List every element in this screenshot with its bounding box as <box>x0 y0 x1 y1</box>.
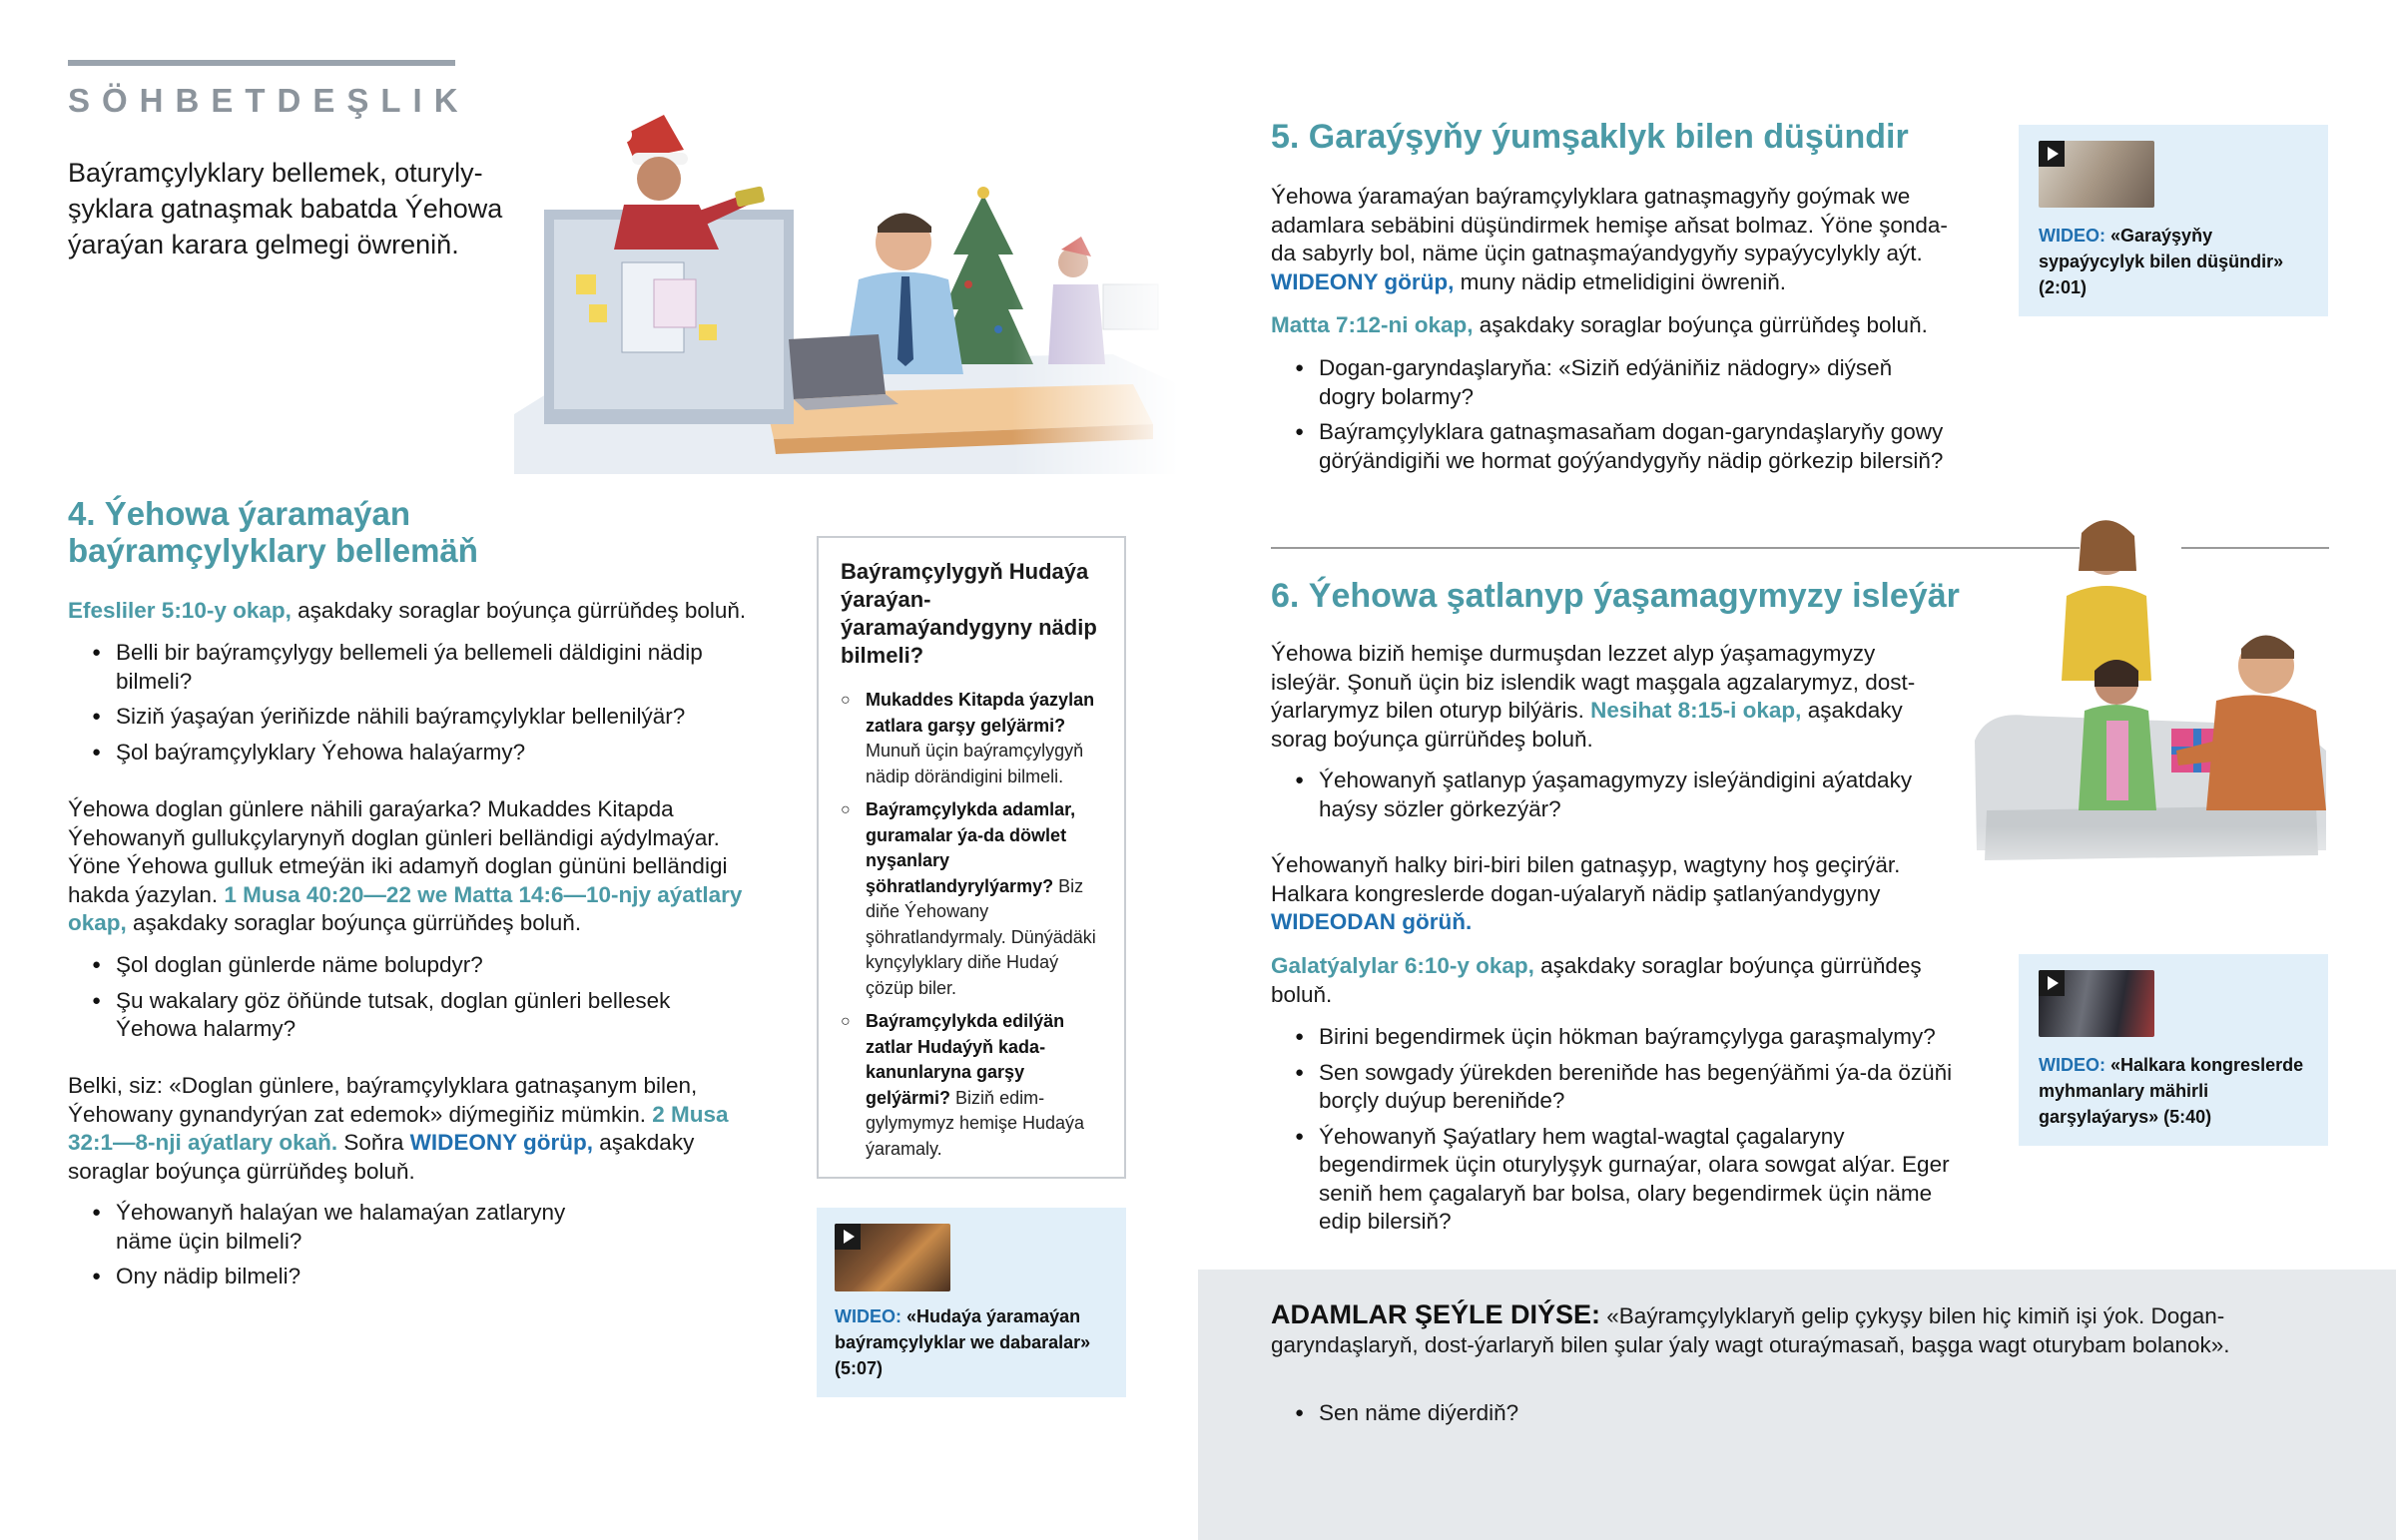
list-item: ○ Baýramçylykda edilýän zatlar Hudaýyň kada-kanunlaryna garşy gelýärmi? Biziň edim-gylymymyz hemişe Hudaýa ýaramaly. <box>841 1009 1104 1162</box>
video-link[interactable]: WIDEONY görüp, <box>409 1130 594 1155</box>
section5-paragraph2: Matta 7:12-ni okap, aşakdaky soraglar boýunça gürrüňdeş boluň. <box>1271 312 1928 337</box>
section6-paragraph2: Ýehowanyň halky biri-biri bilen gatnaşyp, wagtyny hoş geçirýär. Halkara kongreslerde dogan-uýalaryň nädip şatlanýandygyny WIDEODAN görüň. <box>1271 852 1901 934</box>
list-item: ● Ýehowanyň şatlanyp ýaşamagymyzy isleýändigini aýatdaky haýsy sözler görkezýär? <box>1271 767 1930 823</box>
video-thumbnail[interactable] <box>2039 970 2154 1037</box>
top-rule <box>68 60 455 66</box>
list-item: ● Birini begendirmek üçin hökman baýramçylyga garaşmalymy? <box>1271 1023 1960 1052</box>
section5-questions <box>1271 354 1950 482</box>
people-say-questions <box>1271 1399 1870 1435</box>
section4-paragraph3: Belki, siz: «Doglan günlere, baýramçylyklara gatnaşanym bilen, Ýehowany gynandyrýan zat edemok» diýmegiňiz mümkin. 2 Musa 32:1—8-nji aýatlary okaň. Soňra WIDEONY görüp, aşakdaky soraglar boýunça gürrüňdeş boluň. <box>68 1073 729 1184</box>
play-icon[interactable] <box>2039 141 2065 167</box>
list-item: ● Sen sowgady ýürekden bereniňde has begenýäňmi ýa-da özüňi borçly duýup bereniňde? <box>1271 1059 1960 1116</box>
section4-paragraph1: Efesliler 5:10-y okap, aşakdaky soraglar boýunça gürrüňdeş boluň. <box>68 598 747 623</box>
list-item: ● Siziň ýaşaýan ýeriňizde nähili baýramçylyklar bellenilýär? <box>68 703 757 732</box>
section5-title: 5. Garaýşyňy ýumşaklyk bilen düşündir <box>1271 118 1909 156</box>
intro-text: Baýramçylyklary bellemek, oturylyşyklara gatnaşmak babatda Ýehowa ýaraýan karara gelmegi öwreniň. <box>68 158 503 259</box>
play-icon[interactable] <box>2039 970 2065 996</box>
section4-title: 4. Ýehowa ýaramaýan baýramçylyklary bellemäň <box>68 495 478 569</box>
list-item: ● Ýehowanyň halaýan we halamaýan zatlaryny näme üçin bilmeli? <box>68 1199 627 1256</box>
scripture-link-2-musa[interactable]: 2 Musa 32:1—8-nji aýatlary okaň. <box>68 1101 729 1155</box>
scripture-link-nesihat[interactable]: Nesihat 8:15-i okap, <box>1590 698 1802 723</box>
list-item: ○ Baýramçylykda adamlar, guramalar ýa-da döwlet nyşanlary şöhratlandyrylýarmy? Biz diňe Ýehowany şöhratlandyrmaly. Dünýädäki kynçylyklary diňe Hudaý çözüp biler. <box>841 797 1104 1001</box>
list-item: ● Şu wakalary göz öňünde tutsak, doglan günleri bellesek Ýehowa halarmy? <box>68 987 727 1044</box>
section6-paragraph1: Ýehowa biziň hemişe durmuşdan lezzet alyp ýaşamagymyzy isleýär. Şonuň üçin biz islendik wagt maşgala agzalarymyz, dost-ýarlarymyz bilen oturyp bilýäris. Nesihat 8:15-i okap, aşakdaky sorag boýunça gürrüňdeş boluň. <box>1271 641 1916 752</box>
sidebar-title: Baýramçylygyň Hudaýa ýaraýan-ýaramaýandygyny nädip bilmeli? <box>841 559 1097 668</box>
list-item: ○ Mukaddes Kitapda ýazylan zatlara garşy gelýärmi? Munuň üçin baýramçylygyň nädip dörändigini bilmeli. <box>841 688 1104 789</box>
sidebar-box <box>817 536 1126 1179</box>
people-say-label: ADAMLAR ŞEÝLE DIÝSE: <box>1271 1299 1601 1329</box>
section6-title: 6. Ýehowa şatlanyp ýaşamagymyzy isleýär <box>1271 577 1960 615</box>
play-icon[interactable] <box>835 1224 861 1250</box>
video-card-holidays[interactable] <box>817 1208 1126 1397</box>
section4-questions2 <box>68 951 727 1051</box>
family-illustration <box>1967 511 2336 905</box>
video-caption: WIDEO: «Hudaýa ýaramaýan baýramçylyklar we dabaralar» (5:07) <box>835 1306 1091 1378</box>
section-divider <box>1271 547 2080 549</box>
section5-paragraph1: Ýehowa ýaramaýan baýramçylyklara gatnaşmagyňy goýmak we adamlara sebäbini düşündirmek hemişe aňsat bolmaz. Ýöne şonda-da sabyrly bol, näme üçin gatnaşmaýandygyňy sypaýycylykly aýt. WIDEONY görüp, muny nädip etmelidigini öwreniň. <box>1271 184 1948 294</box>
video-link[interactable]: WIDEODAN görüň. <box>1271 909 1473 934</box>
video-card-convention[interactable] <box>2019 954 2328 1146</box>
video-thumbnail[interactable] <box>2039 141 2154 208</box>
list-item: ● Şol doglan günlerde näme bolupdyr? <box>68 951 727 980</box>
section4-paragraph2: Ýehowa doglan günlere nähili garaýarka? Mukaddes Kitapda Ýehowanyň gullukçylarynyň doglan günleri belländigi aýdylmaýar. Ýöne Ýehowa gulluk etmeýän iki adamyň doglan gününi belländigi hakda ýazylan. 1 Musa 40:20—22 we Matta 14:6—10-njy aýatlary okap, aşakdaky soraglar boýunça gürrüňdeş boluň. <box>68 796 743 935</box>
section4-questions3 <box>68 1199 627 1298</box>
list-item: ● Ýehowanyň Şaýatlary hem wagtal-wagtal çagalaryny begendirmek üçin oturylyşyk gurnaýar, olara sowgat alýar. Eger seniň hem çagalaryň bar bolsa, olary begendirmek üçin näme edip bilersiň? <box>1271 1123 1960 1237</box>
video-link[interactable]: WIDEONY görüp, <box>1271 268 1455 294</box>
section6-paragraph3: Galatýalylar 6:10-y okap, aşakdaky soraglar boýunça gürrüňdeş boluň. <box>1271 953 1922 1007</box>
office-illustration <box>514 95 1178 474</box>
list-item: ● Baýramçylyklara gatnaşmasaňam dogan-garyndaşlaryňy gowy görýändigiňi we hormat goýýandygyňy nädip görkezip bilersiň? <box>1271 418 1950 475</box>
scripture-link-musa-matta[interactable]: 1 Musa 40:20—22 we Matta 14:6—10-njy aýatlary okap, <box>68 881 743 935</box>
list-item: ● Şol baýramçylyklary Ýehowa halaýarmy? <box>68 739 757 768</box>
scripture-link-galatyalylar[interactable]: Galatýalylar 6:10-y okap, <box>1271 953 1534 978</box>
list-item: ● Sen näme diýerdiň? <box>1271 1399 1870 1428</box>
section6-questions1 <box>1271 767 1930 830</box>
section-label: SÖHBETDEŞLIK <box>68 82 470 119</box>
list-item: ● Belli bir baýramçylygy bellemeli ýa bellemeli däldigini nädip bilmeli? <box>68 639 757 696</box>
video-card-explain[interactable] <box>2019 125 2328 316</box>
people-say-text: ADAMLAR ŞEÝLE DIÝSE: «Baýramçylyklaryň gelip çykyşy bilen hiç kimiň işi ýok. Dogan-garyndaşlaryň, dost-ýarlaryň bilen şular ýaly wagt oturaýmasaň, başga wagt oturybam bolanok». <box>1271 1299 2230 1357</box>
scripture-link-matta[interactable]: Matta 7:12-ni okap, <box>1271 312 1474 337</box>
scripture-link-efesliler[interactable]: Efesliler 5:10-y okap, <box>68 598 292 623</box>
video-caption: WIDEO: «Halkara kongreslerde myhmanlary mähirli garşylaýarys» (5:40) <box>2039 1055 2304 1127</box>
video-thumbnail[interactable] <box>835 1224 950 1291</box>
list-item: ● Dogan-garyndaşlaryňa: «Siziň edýäniňiz nädogry» diýseň dogry bolarmy? <box>1271 354 1950 411</box>
section6-questions2 <box>1271 1023 1960 1244</box>
list-item: ● Ony nädip bilmeli? <box>68 1263 627 1291</box>
video-caption: WIDEO: «Garaýşyňy sypaýycylyk bilen düşündir» (2:01) <box>2039 226 2284 297</box>
section4-questions1 <box>68 639 757 773</box>
